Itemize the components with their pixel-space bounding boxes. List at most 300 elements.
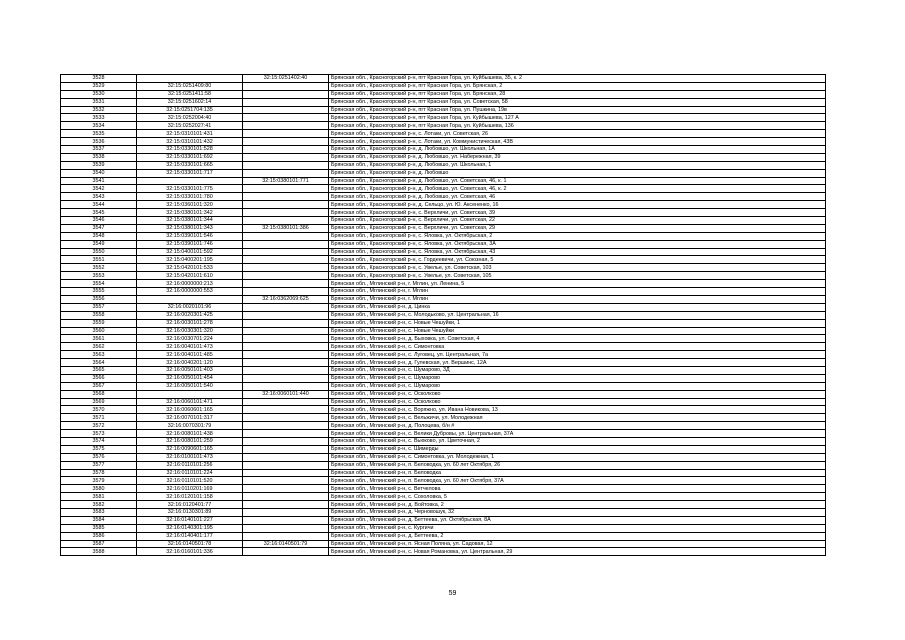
cadastral-number-cell: 32:16:0050101:403: [137, 366, 243, 374]
row-number-cell: 3587: [61, 540, 137, 548]
address-cell: Брянская обл., Мглинский р-н, с. Воряжно, ул. Ивана Новикова, 13: [329, 406, 826, 414]
table-row: [61, 461, 826, 469]
row-number-cell: 3573: [61, 430, 137, 438]
cadastral-number-alt-cell: [243, 351, 329, 359]
row-number-cell: 3553: [61, 272, 137, 280]
row-number-cell: 3568: [61, 390, 137, 398]
cadastral-number-cell: 32:15:0252027:41: [137, 122, 243, 130]
address-cell: Брянская обл., Красногорский р-н, пгт Красная Гора, ул. Куйбышева, 127 А: [329, 114, 826, 122]
table-row: [61, 311, 826, 319]
address-cell: Брянская обл., Мглинский р-н, д. Беттеева, ул. Октябрьская, 8А: [329, 516, 826, 524]
cadastral-number-cell: [137, 75, 243, 83]
row-number-cell: 3551: [61, 256, 137, 264]
cadastral-number-alt-cell: [243, 327, 329, 335]
address-cell: Брянская обл., Красногорский р-н, пгт Красная Гора, ул. Брянская, 2: [329, 82, 826, 90]
cadastral-number-alt-cell: [243, 469, 329, 477]
address-cell: Брянская обл., Красногорский р-н, пгт Красная Гора, ул. Брянская, 28: [329, 90, 826, 98]
table-row: [61, 437, 826, 445]
cadastral-number-cell: 32:15:0330101:665: [137, 161, 243, 169]
address-cell: Брянская обл., Красногорский р-н, д. Сельцо, ул. Ю. Аксененко, 16: [329, 201, 826, 209]
cadastral-number-cell: 32:16:0140101:227: [137, 516, 243, 524]
cadastral-number-alt-cell: [243, 335, 329, 343]
address-cell: Брянская обл., Мглинский р-н, с. Осколково: [329, 390, 826, 398]
cadastral-number-alt-cell: [243, 311, 329, 319]
address-cell: Брянская обл., Мглинский р-н, с. Новые Чешуйки: [329, 327, 826, 335]
cadastral-number-alt-cell: [243, 288, 329, 296]
cadastral-number-cell: 32:15:0380101:344: [137, 217, 243, 225]
cadastral-number-alt-cell: 32:16:0362069:625: [243, 295, 329, 303]
table-row: [61, 138, 826, 146]
row-number-cell: 3586: [61, 532, 137, 540]
row-number-cell: 3577: [61, 461, 137, 469]
page-number: 59: [448, 590, 457, 597]
row-number-cell: 3580: [61, 485, 137, 493]
address-cell: Брянская обл., Красногорский р-н, с. Верхличи, ул. Советская, 22: [329, 217, 826, 225]
row-number-cell: 3531: [61, 98, 137, 106]
row-number-cell: 3560: [61, 327, 137, 335]
cadastral-number-alt-cell: [243, 153, 329, 161]
row-number-cell: 3559: [61, 319, 137, 327]
row-number-cell: 3535: [61, 130, 137, 138]
row-number-cell: 3556: [61, 295, 137, 303]
cadastral-number-cell: 32:15:0420101:533: [137, 264, 243, 272]
address-cell: Брянская обл., Мглинский р-н, с. Вьюково, ул. Цветочная, 2: [329, 437, 826, 445]
table-row: [61, 524, 826, 532]
row-number-cell: 3554: [61, 280, 137, 288]
cadastral-number-alt-cell: [243, 193, 329, 201]
row-number-cell: 3538: [61, 153, 137, 161]
cadastral-number-alt-cell: [243, 437, 329, 445]
cadastral-number-cell: 32:15:0330101:775: [137, 185, 243, 193]
address-cell: Брянская обл., Красногорский р-н, пгт Красная Гора, ул. Пушкина, 19в: [329, 106, 826, 114]
cadastral-number-cell: 32:16:0130301:89: [137, 508, 243, 516]
address-cell: Брянская обл., Мглинский р-н, с. Симонтовка: [329, 343, 826, 351]
table-row: [61, 169, 826, 177]
cadastral-number-cell: 32:16:0000000:553: [137, 288, 243, 296]
table-row: [61, 516, 826, 524]
table-row: [61, 477, 826, 485]
cadastral-number-alt-cell: [243, 453, 329, 461]
cadastral-number-cell: 32:16:0080101:259: [137, 437, 243, 445]
cadastral-number-alt-cell: [243, 185, 329, 193]
address-cell: Брянская обл., Мглинский р-н, д. Быховка, ул. Советская, 4: [329, 335, 826, 343]
cadastral-number-alt-cell: [243, 319, 329, 327]
address-cell: Брянская обл., Красногорский р-н, пгт Красная Гора, ул. Куйбышева, 35, к. 2: [329, 75, 826, 83]
table-row: [61, 90, 826, 98]
cadastral-number-alt-cell: [243, 398, 329, 406]
cadastral-number-cell: 32:16:0140501:78: [137, 540, 243, 548]
address-cell: Брянская обл., Мглинский р-н, с. Велики Дубровы, ул. Центральная, 37А: [329, 430, 826, 438]
row-number-cell: 3575: [61, 445, 137, 453]
row-number-cell: 3532: [61, 106, 137, 114]
cadastral-number-alt-cell: [243, 382, 329, 390]
cadastral-number-alt-cell: [243, 248, 329, 256]
cadastral-number-cell: 32:16:0050101:454: [137, 374, 243, 382]
cadastral-number-cell: 32:16:0030101:278: [137, 319, 243, 327]
table-row: [61, 382, 826, 390]
table-row: [61, 82, 826, 90]
address-cell: Брянская обл., Красногорский р-н, с. Гордеевичи, ул. Союзная, 5: [329, 256, 826, 264]
cadastral-number-cell: 32:16:0000000:213: [137, 280, 243, 288]
table-row: [61, 359, 826, 367]
row-number-cell: 3534: [61, 122, 137, 130]
cadastral-number-cell: 32:16:0050101:540: [137, 382, 243, 390]
cadastral-number-cell: 32:15:0420101:610: [137, 272, 243, 280]
cadastral-number-alt-cell: [243, 264, 329, 272]
table-row: [61, 106, 826, 114]
cadastral-number-cell: 32:16:0110201:169: [137, 485, 243, 493]
cadastral-number-alt-cell: [243, 106, 329, 114]
cadastral-number-cell: 32:15:0251602:14: [137, 98, 243, 106]
address-cell: Брянская обл., Красногорский р-н, с. Увелье, ул. Советская, 105: [329, 272, 826, 280]
cadastral-number-cell: [137, 390, 243, 398]
address-cell: Брянская обл., Красногорский р-н, с. Лотаки, ул. Коммунистическая, 43В: [329, 138, 826, 146]
table-row: [61, 248, 826, 256]
row-number-cell: 3528: [61, 75, 137, 83]
table-row: [61, 98, 826, 106]
table-row: [61, 146, 826, 154]
table-row: [61, 272, 826, 280]
row-number-cell: 3570: [61, 406, 137, 414]
row-number-cell: 3529: [61, 82, 137, 90]
cadastral-number-cell: 32:15:0380101:343: [137, 224, 243, 232]
cadastral-number-cell: [137, 177, 243, 185]
address-cell: Брянская обл., Красногорский р-н, д. Любовшо, ул. Советская, 46: [329, 193, 826, 201]
row-number-cell: 3533: [61, 114, 137, 122]
row-number-cell: 3541: [61, 177, 137, 185]
table-row: [61, 374, 826, 382]
address-cell: Брянская обл., Красногорский р-н, д. Любовшо, ул. Набережная, 39: [329, 153, 826, 161]
cadastral-number-cell: [137, 295, 243, 303]
cadastral-number-cell: 32:16:0020301:425: [137, 311, 243, 319]
address-cell: Брянская обл., Красногорский р-н, д. Любовшо, ул. Школьная, 1: [329, 161, 826, 169]
table-row: [61, 209, 826, 217]
row-number-cell: 3530: [61, 90, 137, 98]
row-number-cell: 3544: [61, 201, 137, 209]
row-number-cell: 3579: [61, 477, 137, 485]
address-cell: Брянская обл., Красногорский р-н, пгт Красная Гора, ул. Советская, 58: [329, 98, 826, 106]
address-cell: Брянская обл., Мглинский р-н, г. Мглин: [329, 295, 826, 303]
address-cell: Брянская обл., Мглинский р-н, д. Войтовка, 2: [329, 501, 826, 509]
row-number-cell: 3585: [61, 524, 137, 532]
cadastral-number-cell: 32:15:0251409:80: [137, 82, 243, 90]
address-cell: Брянская обл., Мглинский р-н, с. Шумарово: [329, 382, 826, 390]
table-row: [61, 398, 826, 406]
table-row: [61, 295, 826, 303]
table-row: [61, 508, 826, 516]
cadastral-number-alt-cell: [243, 430, 329, 438]
cadastral-number-alt-cell: [243, 256, 329, 264]
cadastral-number-cell: 32:16:0140301:195: [137, 524, 243, 532]
address-cell: Брянская обл., Мглинский р-н, г. Мглин, ул. Ленина, 5: [329, 280, 826, 288]
row-number-cell: 3563: [61, 351, 137, 359]
registry-table: [60, 74, 826, 556]
cadastral-number-alt-cell: [243, 130, 329, 138]
table-row: [61, 256, 826, 264]
cadastral-number-alt-cell: [243, 272, 329, 280]
table-row: [61, 75, 826, 83]
cadastral-number-alt-cell: [243, 280, 329, 288]
cadastral-number-alt-cell: [243, 548, 329, 556]
address-cell: Брянская обл., Красногорский р-н, с. Яловка, ул. Октябрьская, 43: [329, 248, 826, 256]
cadastral-number-cell: 32:15:0310101:431: [137, 130, 243, 138]
cadastral-number-cell: 32:16:0140401:177: [137, 532, 243, 540]
address-cell: Брянская обл., Мглинский р-н, с. Новые Чешуйки, 1: [329, 319, 826, 327]
address-cell: Брянская обл., Красногорский р-н, с. Верхличи, ул. Советская, 29: [329, 224, 826, 232]
cadastral-number-cell: 32:16:0020101:96: [137, 303, 243, 311]
cadastral-number-cell: 32:16:0070301:79: [137, 422, 243, 430]
address-cell: Брянская обл., Мглинский р-н, с. Ветчелова: [329, 485, 826, 493]
cadastral-number-alt-cell: [243, 98, 329, 106]
row-number-cell: 3565: [61, 366, 137, 374]
registry-table-body: [61, 75, 826, 556]
cadastral-number-alt-cell: [243, 445, 329, 453]
address-cell: Брянская обл., Мглинский р-н, с. Шумарово, 3Д: [329, 366, 826, 374]
row-number-cell: 3574: [61, 437, 137, 445]
table-row: [61, 193, 826, 201]
row-number-cell: 3542: [61, 185, 137, 193]
table-row: [61, 280, 826, 288]
table-row: [61, 232, 826, 240]
row-number-cell: 3550: [61, 248, 137, 256]
cadastral-number-alt-cell: [243, 414, 329, 422]
row-number-cell: 3581: [61, 493, 137, 501]
table-row: [61, 485, 826, 493]
table-row: [61, 130, 826, 138]
table-row: [61, 335, 826, 343]
table-row: [61, 548, 826, 556]
cadastral-number-alt-cell: 32:15:0380101:386: [243, 224, 329, 232]
address-cell: Брянская обл., Мглинский р-н, д. Полоцева, б/н #: [329, 422, 826, 430]
table-row: [61, 540, 826, 548]
address-cell: Брянская обл., Мглинский р-н, с. Молодьково, ул. Центральная, 16: [329, 311, 826, 319]
address-cell: Брянская обл., Красногорский р-н, д. Любовшо, ул. Школьная, 1А: [329, 146, 826, 154]
cadastral-number-alt-cell: [243, 516, 329, 524]
cadastral-number-alt-cell: [243, 343, 329, 351]
row-number-cell: 3536: [61, 138, 137, 146]
cadastral-number-alt-cell: [243, 524, 329, 532]
row-number-cell: 3582: [61, 501, 137, 509]
address-cell: Брянская обл., Красногорский р-н, с. Увелье, ул. Советская, 103: [329, 264, 826, 272]
cadastral-number-cell: 32:16:0110101:224: [137, 469, 243, 477]
cadastral-number-alt-cell: [243, 138, 329, 146]
cadastral-number-cell: 32:16:0040101:473: [137, 343, 243, 351]
row-number-cell: 3567: [61, 382, 137, 390]
cadastral-number-alt-cell: [243, 374, 329, 382]
table-row: [61, 319, 826, 327]
table-row: [61, 327, 826, 335]
cadastral-number-alt-cell: 32:16:0060101:440: [243, 390, 329, 398]
cadastral-number-cell: 32:15:0390101:746: [137, 240, 243, 248]
cadastral-number-alt-cell: [243, 461, 329, 469]
cadastral-number-alt-cell: [243, 477, 329, 485]
cadastral-number-cell: 32:15:0360101:320: [137, 201, 243, 209]
row-number-cell: 3555: [61, 288, 137, 296]
row-number-cell: 3584: [61, 516, 137, 524]
table-row: [61, 177, 826, 185]
cadastral-number-cell: 32:15:0390101:546: [137, 232, 243, 240]
table-row: [61, 445, 826, 453]
row-number-cell: 3543: [61, 193, 137, 201]
cadastral-number-cell: 32:16:0030701:224: [137, 335, 243, 343]
address-cell: Брянская обл., Мглинский р-н, д. Цинка: [329, 303, 826, 311]
cadastral-number-cell: 32:16:0070101:317: [137, 414, 243, 422]
address-cell: Брянская обл., Красногорский р-н, с. Лотаки, ул. Советская, 26: [329, 130, 826, 138]
address-cell: Брянская обл., Мглинский р-н, с. Луговец, ул. Центральная, 7а: [329, 351, 826, 359]
cadastral-number-alt-cell: [243, 532, 329, 540]
cadastral-number-alt-cell: [243, 232, 329, 240]
address-cell: Брянская обл., Мглинский р-н, с. Вельжичи, ул. Молодежная: [329, 414, 826, 422]
cadastral-number-cell: 32:16:0040201:120: [137, 359, 243, 367]
table-row: [61, 493, 826, 501]
address-cell: Брянская обл., Мглинский р-н, п. Беловодка, ул. 60 лет Октября, 37А: [329, 477, 826, 485]
cadastral-number-alt-cell: [243, 82, 329, 90]
row-number-cell: 3583: [61, 508, 137, 516]
row-number-cell: 3588: [61, 548, 137, 556]
cadastral-number-cell: 32:15:0400201:195: [137, 256, 243, 264]
row-number-cell: 3545: [61, 209, 137, 217]
cadastral-number-alt-cell: [243, 217, 329, 225]
table-row: [61, 453, 826, 461]
address-cell: Брянская обл., Мглинский р-н, г. Мглин: [329, 288, 826, 296]
table-row: [61, 501, 826, 509]
address-cell: Брянская обл., Красногорский р-н, с. Яловка, ул. Октябрьская, 2: [329, 232, 826, 240]
address-cell: Брянская обл., Мглинский р-н, д. Черновошук, 32: [329, 508, 826, 516]
row-number-cell: 3569: [61, 398, 137, 406]
cadastral-number-cell: 32:16:0060601:165: [137, 406, 243, 414]
cadastral-number-cell: 32:15:0252004:40: [137, 114, 243, 122]
cadastral-number-alt-cell: 32:15:0380101:771: [243, 177, 329, 185]
address-cell: Брянская обл., Мглинский р-н, д. Беттеева, 2: [329, 532, 826, 540]
table-row: [61, 303, 826, 311]
table-row: [61, 430, 826, 438]
cadastral-number-alt-cell: 32:16:0140501:79: [243, 540, 329, 548]
table-row: [61, 122, 826, 130]
cadastral-number-alt-cell: [243, 406, 329, 414]
address-cell: Брянская обл., Красногорский р-н, пгт Красная Гора, ул. Куйбышева, 136: [329, 122, 826, 130]
row-number-cell: 3561: [61, 335, 137, 343]
row-number-cell: 3537: [61, 146, 137, 154]
table-row: [61, 217, 826, 225]
cadastral-number-cell: 32:16:0040101:485: [137, 351, 243, 359]
cadastral-number-cell: 32:15:0330101:780: [137, 193, 243, 201]
cadastral-number-alt-cell: [243, 359, 329, 367]
cadastral-number-cell: 32:15:0330101:717: [137, 169, 243, 177]
row-number-cell: 3547: [61, 224, 137, 232]
table-row: [61, 201, 826, 209]
cadastral-number-alt-cell: [243, 114, 329, 122]
address-cell: Брянская обл., Мглинский р-н, с. Новая Романовка, ул. Центральная, 29: [329, 548, 826, 556]
table-row: [61, 422, 826, 430]
cadastral-number-alt-cell: 32:15:0251402:40: [243, 75, 329, 83]
cadastral-number-alt-cell: [243, 201, 329, 209]
table-row: [61, 288, 826, 296]
address-cell: Брянская обл., Красногорский р-н, д. Любовшо: [329, 169, 826, 177]
cadastral-number-alt-cell: [243, 493, 329, 501]
cadastral-number-cell: 32:15:0330101:528: [137, 146, 243, 154]
cadastral-number-cell: 32:16:0030301:320: [137, 327, 243, 335]
cadastral-number-alt-cell: [243, 90, 329, 98]
row-number-cell: 3540: [61, 169, 137, 177]
address-cell: Брянская обл., Мглинский р-н, с. Кургичи: [329, 524, 826, 532]
address-cell: Брянская обл., Мглинский р-н, с. Шумарово: [329, 374, 826, 382]
cadastral-number-cell: 32:16:0110101:520: [137, 477, 243, 485]
table-row: [61, 366, 826, 374]
row-number-cell: 3557: [61, 303, 137, 311]
table-row: [61, 390, 826, 398]
cadastral-number-alt-cell: [243, 422, 329, 430]
cadastral-number-cell: 32:16:0120101:158: [137, 493, 243, 501]
row-number-cell: 3571: [61, 414, 137, 422]
row-number-cell: 3566: [61, 374, 137, 382]
table-row: [61, 114, 826, 122]
row-number-cell: 3549: [61, 240, 137, 248]
table-row: [61, 224, 826, 232]
cadastral-number-alt-cell: [243, 366, 329, 374]
row-number-cell: 3539: [61, 161, 137, 169]
table-row: [61, 532, 826, 540]
table-row: [61, 351, 826, 359]
address-cell: Брянская обл., Мглинский р-н, п. Беловодка: [329, 469, 826, 477]
row-number-cell: 3548: [61, 232, 137, 240]
row-number-cell: 3576: [61, 453, 137, 461]
table-row: [61, 406, 826, 414]
cadastral-number-alt-cell: [243, 303, 329, 311]
row-number-cell: 3564: [61, 359, 137, 367]
table-row: [61, 343, 826, 351]
row-number-cell: 3562: [61, 343, 137, 351]
table-row: [61, 264, 826, 272]
cadastral-number-cell: 32:15:0380101:342: [137, 209, 243, 217]
address-cell: Брянская обл., Мглинский р-н, с. Симонтовка, ул. Молодежная, 1: [329, 453, 826, 461]
row-number-cell: 3546: [61, 217, 137, 225]
address-cell: Брянская обл., Красногорский р-н, с. Яловка, ул. Октябрьская, 3А: [329, 240, 826, 248]
address-cell: Брянская обл., Красногорский р-н, д. Любовшо, ул. Советская, 46, к. 2: [329, 185, 826, 193]
cadastral-number-cell: 32:16:0080101:438: [137, 430, 243, 438]
table-row: [61, 469, 826, 477]
row-number-cell: 3572: [61, 422, 137, 430]
address-cell: Брянская обл., Мглинский р-н, с. Шимерды: [329, 445, 826, 453]
cadastral-number-cell: 32:16:0160101:336: [137, 548, 243, 556]
cadastral-number-alt-cell: [243, 240, 329, 248]
cadastral-number-cell: 32:16:0100101:473: [137, 453, 243, 461]
table-row: [61, 161, 826, 169]
cadastral-number-alt-cell: [243, 169, 329, 177]
row-number-cell: 3578: [61, 469, 137, 477]
row-number-cell: 3558: [61, 311, 137, 319]
address-cell: Брянская обл., Красногорский р-н, с. Верхличи, ул. Советская, 39: [329, 209, 826, 217]
cadastral-number-alt-cell: [243, 209, 329, 217]
cadastral-number-cell: 32:15:0251704:135: [137, 106, 243, 114]
address-cell: Брянская обл., Мглинский р-н, д. Гулевская, ул. Вершинс, 12А: [329, 359, 826, 367]
table-row: [61, 185, 826, 193]
cadastral-number-alt-cell: [243, 146, 329, 154]
cadastral-number-cell: 32:16:0060101:471: [137, 398, 243, 406]
address-cell: Брянская обл., Мглинский р-н, п. Беловодка, ул. 60 лет Октября, 26: [329, 461, 826, 469]
cadastral-number-cell: 32:15:0310101:432: [137, 138, 243, 146]
address-cell: Брянская обл., Мглинский р-н, с. Осколково: [329, 398, 826, 406]
address-cell: Брянская обл., Красногорский р-н, д. Любовшо, ул. Советская, 46, к. 1: [329, 177, 826, 185]
cadastral-number-alt-cell: [243, 501, 329, 509]
cadastral-number-cell: 32:16:0110101:256: [137, 461, 243, 469]
cadastral-number-cell: 32:15:0330101:692: [137, 153, 243, 161]
cadastral-number-alt-cell: [243, 508, 329, 516]
cadastral-number-cell: 32:15:0400101:592: [137, 248, 243, 256]
address-cell: Брянская обл., Мглинский р-н, с. Сохоловка, 5: [329, 493, 826, 501]
cadastral-number-cell: 32:16:0120401:77: [137, 501, 243, 509]
address-cell: Брянская обл., Мглинский р-н, п. Ясная Поляна, ул. Садовая, 12: [329, 540, 826, 548]
table-row: [61, 153, 826, 161]
